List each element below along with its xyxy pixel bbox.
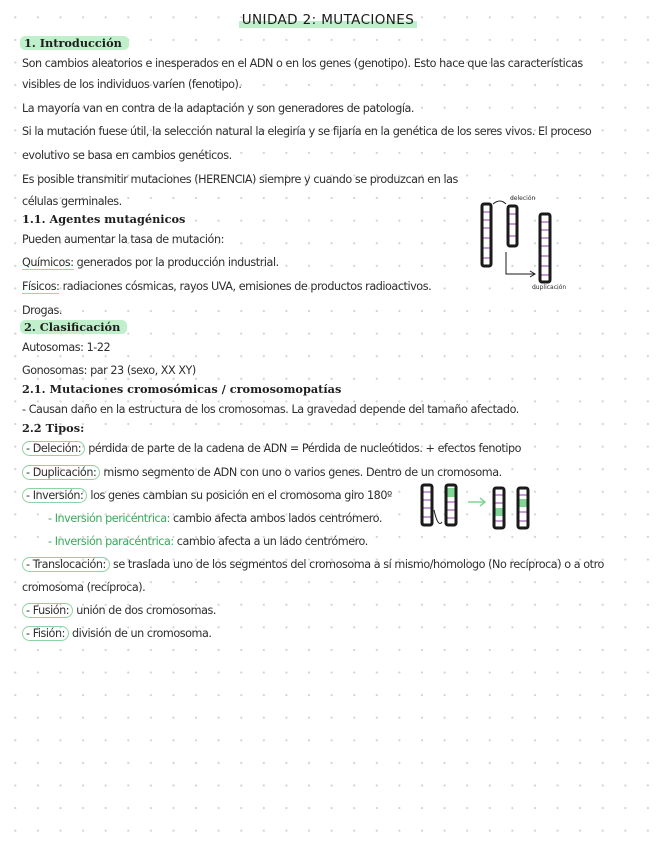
type-translocacion-2: cromosoma (recíproca). (22, 581, 146, 594)
heading-agentes: 1.1. Agentes mutagénicos (22, 212, 186, 226)
agents-line-1: Pueden aumentar la tasa de mutación: (22, 233, 224, 246)
type-duplicacion: - Duplicación: mismo segmento de ADN con uno o varios genes. Dentro de un cromosoma. (22, 465, 502, 481)
inversion-bracket-icon (434, 510, 442, 524)
title-text: UNIDAD 2: MUTACIONES (239, 12, 417, 28)
page-title (0, 12, 656, 28)
inversion-diagram (412, 480, 542, 540)
class-gonosomas: Gonosomas: par 23 (sexo, XX XY) (22, 364, 196, 377)
agents-line-quimicos: Químicos: generados por la producción industrial. (22, 256, 279, 269)
type-delecion: - Deleción: pérdida de parte de la cadena de ADN = Pérdida de nucleótidos. + efectos fenotipo (22, 441, 521, 457)
label-duplication: duplicación (532, 284, 567, 291)
inversion-chromosome-3 (494, 488, 504, 528)
intro-line-2: visibles de los individuos varíen (fenotipo). (22, 78, 242, 91)
inversion-arrow-icon (468, 498, 485, 506)
arrow-duplication-icon (506, 252, 534, 274)
type-fusion: - Fusión: unión de dos cromosomas. (22, 603, 216, 619)
type-inversion-pericentrica: - Inversión pericéntrica: cambio afecta ambos lados centrómero. (48, 512, 382, 525)
type-inversion-paracentrica: - Inversión paracéntrica: cambio afecta a un lado centrómero. (48, 535, 368, 548)
inversion-chromosome-2 (446, 485, 456, 525)
intro-line-7: células germinales. (22, 195, 122, 208)
deletion-duplication-diagram (470, 192, 590, 292)
chromo-line-1: - Causan daño en la estructura de los cromosomas. La gravedad depende del tamaño afectado. (22, 403, 519, 416)
intro-line-4: Si la mutación fuese útil, la selección natural la elegiría y se fijaría en la genética de los seres vivos. El proceso (22, 125, 592, 138)
type-inversion: - Inversión: los genes cambian su posición en el cromosoma giro 180º (22, 488, 392, 504)
agents-line-drogas: Drogas. (22, 304, 63, 317)
intro-line-6: Es posible transmitir mutaciones (HERENCIA) siempre y cuando se produzcan en las (22, 173, 458, 186)
class-autosomas: Autosomas: 1-22 (22, 341, 111, 354)
heading-clasificacion: 2. Clasificación (20, 319, 127, 335)
type-fision: - Fisión: división de un cromosoma. (22, 626, 212, 642)
inversion-chromosome-1 (422, 485, 432, 525)
chromosome-deletion (508, 206, 517, 246)
label-deletion: deleción (510, 195, 536, 202)
intro-line-3: La mayoría van en contra de la adaptación y son generadores de patología. (22, 102, 415, 115)
inversion-chromosome-4 (518, 488, 528, 528)
arrow-deletion-icon (493, 201, 506, 204)
intro-line-1: Son cambios aleatorios e inesperados en el ADN o en los genes (genotipo). Esto hace que las características (22, 57, 583, 70)
heading-cromosomicas: 2.1. Mutaciones cromosómicas / cromosomopatías (22, 382, 342, 396)
type-translocacion-1: - Translocación: se traslada uno de los segmentos del cromosoma a sí mismo/homologo (No recíproca) o a otro (22, 557, 604, 573)
intro-line-5: evolutivo se basa en cambios genéticos. (22, 149, 232, 162)
chromosome-duplication (540, 214, 550, 282)
heading-introduccion: 1. Introducción (20, 35, 129, 51)
chromosome-original (482, 204, 491, 266)
heading-tipos: 2.2 Tipos: (22, 421, 85, 435)
agents-line-fisicos: Físicos: radiaciones cósmicas, rayos UVA, emisiones de productos radioactivos. (22, 280, 432, 293)
